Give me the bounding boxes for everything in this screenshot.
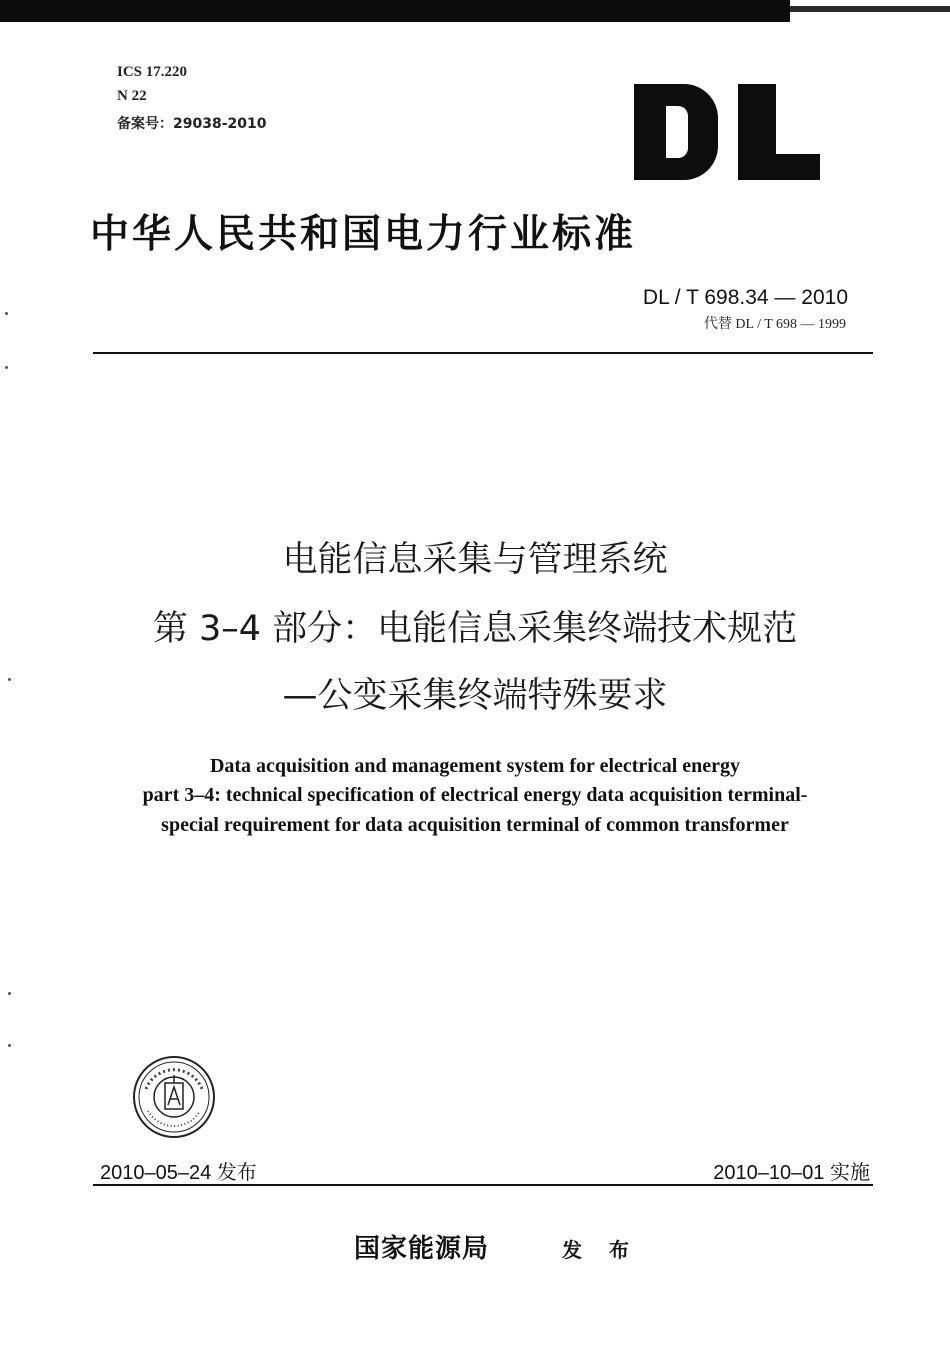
issue-date: 2010–05–24 发布 — [100, 1162, 257, 1184]
scan-speck — [8, 1044, 11, 1047]
header-divider — [93, 352, 873, 354]
effective-date: 2010–10–01 实施 — [713, 1162, 870, 1184]
dl-logo-d — [634, 84, 718, 180]
top-scan-bar-thin — [790, 6, 950, 12]
scan-speck — [5, 366, 8, 369]
record-number: 备案号：29038-2010 — [117, 116, 267, 132]
footer-divider — [93, 1184, 873, 1186]
doc-title-cn-line-3: —公变采集终端特殊要求 — [282, 676, 668, 716]
standard-number: DL / T 698.34 — 2010 — [642, 286, 848, 309]
classification-code: N 22 — [117, 88, 147, 104]
doc-title-cn-line-2: 第 3–4 部分：电能信息采集终端技术规范 — [152, 609, 798, 649]
top-scan-bar — [0, 0, 790, 22]
publish-label: 发 布 — [562, 1238, 639, 1262]
dl-logo-l-foot — [738, 154, 820, 180]
doc-title-en-line-3: special requirement for data acquisition terminal of common transformer — [161, 814, 789, 836]
doc-title-cn-line-1: 电能信息采集与管理系统 — [282, 540, 668, 580]
publisher-seal-icon — [132, 1055, 216, 1139]
doc-title-en-line-1: Data acquisition and management system for electrical energy — [209, 755, 741, 777]
ics-code: ICS 17.220 — [117, 64, 188, 80]
scan-speck — [5, 312, 8, 315]
scan-speck — [8, 992, 11, 995]
publisher-name: 国家能源局 — [354, 1234, 490, 1264]
doc-title-en-line-2: part 3–4: technical specification of electrical energy data acquisition terminal- — [142, 784, 808, 806]
replaces-standard: 代替 DL / T 698 — 1999 — [703, 317, 846, 332]
standard-category-title: 中华人民共和国电力行业标准 — [90, 211, 637, 257]
